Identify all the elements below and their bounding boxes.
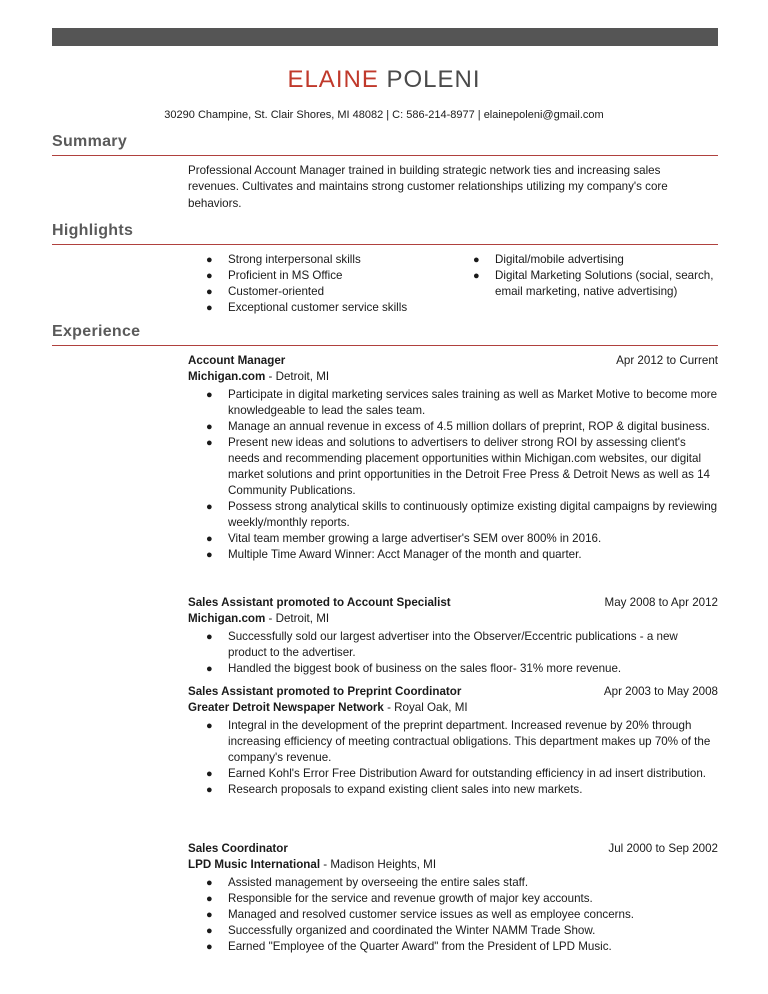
- job-bullets: [188, 718, 718, 798]
- summary-heading: Summary: [52, 133, 128, 150]
- job-date: Jul 2000 to Sep 2002: [608, 842, 718, 855]
- candidate-name: [0, 66, 768, 94]
- summary-text: Professional Account Manager trained in building strategic network ties and increasing sales revenues. Cultivates and maintains strong customer relationships utilizing my company's core behaviors.: [188, 164, 668, 210]
- job-title: Sales Coordinator: [188, 842, 288, 855]
- job-company: Greater Detroit Newspaper Network - Royal Oak, MI: [188, 701, 468, 714]
- bullet-icon: ●: [206, 501, 213, 513]
- bullet-icon: ●: [206, 286, 213, 298]
- summary-divider: [52, 155, 718, 156]
- list-item: ● Digital Marketing Solutions (social, search, email marketing, native advertising): [473, 269, 714, 298]
- bullet-icon: ●: [206, 254, 213, 266]
- experience-divider: [52, 345, 718, 346]
- last-name: POLENI: [386, 66, 481, 93]
- highlights-right-list: [455, 252, 715, 300]
- job-title: Sales Assistant promoted to Preprint Coordinator: [188, 685, 462, 698]
- list-item: ● Multiple Time Award Winner: Acct Manager of the month and quarter.: [206, 548, 582, 561]
- list-item: ● Exceptional customer service skills: [206, 301, 408, 314]
- job-entry: [188, 841, 718, 955]
- list-item: ● Present new ideas and solutions to advertisers to deliver strong ROI by assessing client's needs and recommending placement opportunities within Michigan.com websites, our digital market solutions and print opportunities in the Detroit Free Press & Detroit News as well as 14 Community Publications.: [206, 436, 711, 497]
- list-item: ● Successfully sold our largest advertiser into the Observer/Eccentric publications - a new product to the advertiser.: [206, 630, 678, 659]
- bullet-icon: ●: [206, 893, 213, 905]
- job-title: Sales Assistant promoted to Account Specialist: [188, 596, 451, 609]
- list-item: ● Earned "Employee of the Quarter Award" from the President of LPD Music.: [206, 940, 612, 953]
- job-bullets: [188, 387, 718, 563]
- header-bar: [52, 28, 718, 46]
- list-item: ● Successfully organized and coordinated the Winter NAMM Trade Show.: [206, 924, 596, 937]
- list-item: ● Strong interpersonal skills: [206, 253, 361, 266]
- list-item: ● Proficient in MS Office: [206, 269, 343, 282]
- list-item: ● Integral in the development of the preprint department. Increased revenue by 20% through increasing efficiency of meeting contractual obligations. This department makes up 70% of the company's revenue.: [206, 719, 711, 764]
- list-item: ● Digital/mobile advertising: [473, 253, 624, 266]
- list-item: ● Participate in digital marketing services sales training as well as Market Motive to become more knowledgeable to lead the sales team.: [206, 388, 718, 417]
- bullet-icon: ●: [206, 768, 213, 780]
- list-item: ● Manage an annual revenue in excess of 4.5 million dollars of preprint, ROP & digital business.: [206, 420, 710, 433]
- list-item: ● Possess strong analytical skills to continuously optimize existing digital campaigns by reviewing weekly/monthly reports.: [206, 500, 718, 529]
- bullet-icon: ●: [206, 389, 213, 401]
- bullet-icon: ●: [206, 720, 213, 732]
- list-item: ● Customer-oriented: [206, 285, 325, 298]
- list-item: ● Earned Kohl's Error Free Distribution Award for outstanding efficiency in ad insert distribution.: [206, 767, 707, 780]
- bullet-icon: ●: [206, 631, 213, 643]
- bullet-icon: ●: [206, 663, 213, 675]
- job-date: Apr 2012 to Current: [616, 354, 718, 367]
- job-entry: [188, 595, 718, 677]
- list-item: ● Vital team member growing a large advertiser's SEM over 800% in 2016.: [206, 532, 602, 545]
- bullet-icon: ●: [206, 877, 213, 889]
- job-company: Michigan.com - Detroit, MI: [188, 370, 330, 383]
- job-company: Michigan.com - Detroit, MI: [188, 612, 330, 625]
- first-name: ELAINE: [287, 66, 379, 93]
- bullet-icon: ●: [206, 941, 213, 953]
- highlights-divider: [52, 244, 718, 245]
- list-item: ● Assisted management by overseeing the entire sales staff.: [206, 876, 529, 889]
- job-bullets: [188, 629, 718, 677]
- bullet-icon: ●: [206, 909, 213, 921]
- job-date: May 2008 to Apr 2012: [604, 596, 718, 609]
- job-title: Account Manager: [188, 354, 286, 367]
- list-item: ● Research proposals to expand existing client sales into new markets.: [206, 783, 583, 796]
- bullet-icon: ●: [206, 437, 213, 449]
- list-item: ● Managed and resolved customer service issues as well as employee concerns.: [206, 908, 634, 921]
- bullet-icon: ●: [473, 254, 480, 266]
- bullet-icon: ●: [206, 925, 213, 937]
- bullet-icon: ●: [206, 270, 213, 282]
- bullet-icon: ●: [473, 270, 480, 282]
- job-bullets: [188, 875, 718, 955]
- list-item: ● Handled the biggest book of business on the sales floor- 31% more revenue.: [206, 662, 622, 675]
- highlights-heading: Highlights: [52, 222, 134, 239]
- list-item: ● Responsible for the service and revenue growth of major key accounts.: [206, 892, 593, 905]
- bullet-icon: ●: [206, 784, 213, 796]
- job-entry: [188, 353, 718, 563]
- bullet-icon: ●: [206, 421, 213, 433]
- bullet-icon: ●: [206, 533, 213, 545]
- bullet-icon: ●: [206, 549, 213, 561]
- job-company: LPD Music International - Madison Heights, MI: [188, 858, 437, 871]
- job-date: Apr 2003 to May 2008: [603, 685, 718, 698]
- job-entry: [188, 684, 718, 798]
- contact-line: 30290 Champine, St. Clair Shores, MI 48082 | C: 586-214-8977 | elainepoleni@gmail.com: [164, 109, 604, 121]
- experience-heading: Experience: [52, 323, 141, 340]
- bullet-icon: ●: [206, 302, 213, 314]
- highlights-left-list: [188, 252, 468, 316]
